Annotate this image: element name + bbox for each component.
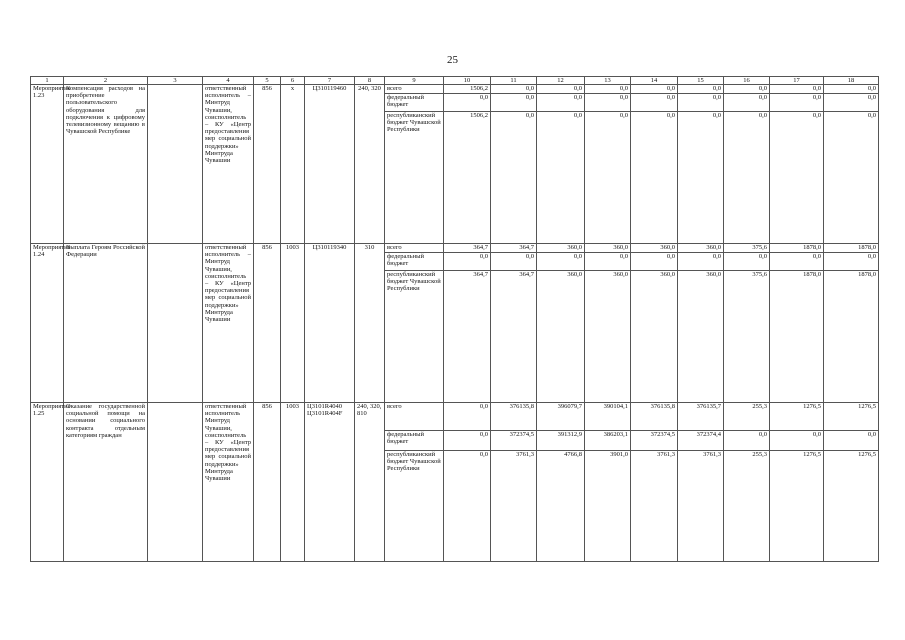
value-cell: 0,0	[678, 112, 724, 244]
value-cell: 0,0	[724, 94, 770, 112]
measure-grbs: 856	[254, 244, 281, 403]
header-cell: 4	[203, 77, 254, 85]
value-cell: 0,0	[770, 431, 824, 451]
measure-name: Мероприятие 1.25	[31, 403, 64, 562]
header-cell: 12	[537, 77, 585, 85]
value-cell: 0,0	[585, 85, 631, 94]
value-cell: 0,0	[724, 112, 770, 244]
funding-source: республиканский бюджет Чувашской Республики	[385, 451, 444, 562]
value-cell: 0,0	[444, 451, 491, 562]
value-cell: 386203,1	[585, 431, 631, 451]
value-cell: 0,0	[824, 431, 879, 451]
measure-grbs: 856	[254, 85, 281, 244]
value-cell: 0,0	[585, 94, 631, 112]
value-cell: 375,6	[724, 271, 770, 403]
value-cell: 1878,0	[824, 271, 879, 403]
header-cell: 15	[678, 77, 724, 85]
value-cell: 3761,3	[491, 451, 537, 562]
value-cell: 1506,2	[444, 112, 491, 244]
value-cell: 0,0	[770, 112, 824, 244]
header-cell: 18	[824, 77, 879, 85]
value-cell: 376135,8	[631, 403, 678, 431]
measure-expense-type: 310	[355, 244, 385, 403]
value-cell: 0,0	[770, 85, 824, 94]
value-cell: 391312,9	[537, 431, 585, 451]
value-cell: 0,0	[444, 253, 491, 271]
value-cell: 0,0	[724, 85, 770, 94]
value-cell: 0,0	[491, 94, 537, 112]
page-number: 25	[447, 54, 458, 66]
measure-target-article: Ц3101R4040 Ц3101R404F	[305, 403, 355, 562]
value-cell: 0,0	[537, 253, 585, 271]
funding-source: всего	[385, 244, 444, 253]
value-cell: 0,0	[444, 94, 491, 112]
value-cell: 0,0	[678, 94, 724, 112]
value-cell: 0,0	[678, 253, 724, 271]
header-cell: 14	[631, 77, 678, 85]
header-cell: 8	[355, 77, 385, 85]
value-cell: 0,0	[724, 253, 770, 271]
value-cell: 0,0	[631, 85, 678, 94]
header-cell: 7	[305, 77, 355, 85]
value-cell: 372374,5	[631, 431, 678, 451]
value-cell: 360,0	[678, 244, 724, 253]
value-cell: 3901,0	[585, 451, 631, 562]
value-cell: 0,0	[631, 112, 678, 244]
header-cell: 9	[385, 77, 444, 85]
budget-table	[30, 76, 879, 562]
funding-source: федеральный бюджет	[385, 253, 444, 271]
value-cell: 364,7	[444, 244, 491, 253]
measure-expense-type: 240, 320, 810	[355, 403, 385, 562]
value-cell: 364,7	[491, 244, 537, 253]
header-cell: 2	[64, 77, 148, 85]
value-cell: 0,0	[491, 85, 537, 94]
measure-name: Мероприятие 1.23	[31, 85, 64, 244]
value-cell: 360,0	[631, 271, 678, 403]
value-cell: 0,0	[824, 85, 879, 94]
header-cell: 3	[148, 77, 203, 85]
value-cell: 255,3	[724, 403, 770, 431]
funding-source: республиканский бюджет Чувашской Республики	[385, 112, 444, 244]
measure-target-article: Ц310119340	[305, 244, 355, 403]
value-cell: 372374,5	[491, 431, 537, 451]
measure-col3	[148, 403, 203, 562]
measure-section: 1003	[281, 403, 305, 562]
measure-executor: ответственный исполнитель – Минтруд Чувашии, соисполнитель – КУ «Центр предоставления мер социальной поддержки» Минтруда Чувашии	[203, 244, 254, 403]
measure-grbs: 856	[254, 403, 281, 562]
value-cell: 360,0	[585, 244, 631, 253]
value-cell: 0,0	[678, 85, 724, 94]
value-cell: 364,7	[491, 271, 537, 403]
value-cell: 1276,5	[770, 403, 824, 431]
value-cell: 0,0	[824, 94, 879, 112]
value-cell: 376135,7	[678, 403, 724, 431]
value-cell: 360,0	[537, 244, 585, 253]
measure-description: Выплата Героям Российской Федерации	[64, 244, 148, 403]
value-cell: 396079,7	[537, 403, 585, 431]
value-cell: 1276,5	[824, 451, 879, 562]
value-cell: 1878,0	[824, 244, 879, 253]
value-cell: 1506,2	[444, 85, 491, 94]
header-cell: 6	[281, 77, 305, 85]
header-cell: 13	[585, 77, 631, 85]
value-cell: 1276,5	[770, 451, 824, 562]
header-cell: 11	[491, 77, 537, 85]
value-cell: 360,0	[678, 271, 724, 403]
measure-name: Мероприятие 1.24	[31, 244, 64, 403]
value-cell: 4766,8	[537, 451, 585, 562]
header-row	[31, 77, 879, 85]
measure-description: Компенсация расходов на приобретение пользовательского оборудования для подключения к цифровому телевизионному вещанию в Чувашской Республике	[64, 85, 148, 244]
measure-executor: ответственный исполнитель – Минтруд Чувашии, соисполнитель – КУ «Центр предоставления мер социальной поддержки» Минтруда Чувашии	[203, 85, 254, 244]
value-cell: 0,0	[537, 85, 585, 94]
value-cell: 0,0	[585, 253, 631, 271]
value-cell: 0,0	[631, 253, 678, 271]
table-row	[31, 85, 879, 94]
measure-description: Оказание государственной социальной помощи на основании социального контракта отдельным категориям граждан	[64, 403, 148, 562]
value-cell: 3761,3	[678, 451, 724, 562]
header-cell: 5	[254, 77, 281, 85]
value-cell: 0,0	[444, 403, 491, 431]
measure-expense-type: 240, 320	[355, 85, 385, 244]
header-cell: 1	[31, 77, 64, 85]
value-cell: 364,7	[444, 271, 491, 403]
funding-source: всего	[385, 403, 444, 431]
value-cell: 0,0	[444, 431, 491, 451]
header-cell: 10	[444, 77, 491, 85]
value-cell: 0,0	[824, 112, 879, 244]
measure-col3	[148, 244, 203, 403]
value-cell: 0,0	[770, 253, 824, 271]
value-cell: 0,0	[537, 94, 585, 112]
value-cell: 255,3	[724, 451, 770, 562]
value-cell: 390104,1	[585, 403, 631, 431]
value-cell: 0,0	[631, 94, 678, 112]
value-cell: 375,6	[724, 244, 770, 253]
value-cell: 0,0	[770, 94, 824, 112]
funding-source: федеральный бюджет	[385, 431, 444, 451]
value-cell: 0,0	[491, 112, 537, 244]
value-cell: 0,0	[491, 253, 537, 271]
funding-source: республиканский бюджет Чувашской Республики	[385, 271, 444, 403]
value-cell: 0,0	[585, 112, 631, 244]
value-cell: 360,0	[585, 271, 631, 403]
table-row	[31, 403, 879, 431]
value-cell: 1276,5	[824, 403, 879, 431]
value-cell: 360,0	[631, 244, 678, 253]
value-cell: 3761,3	[631, 451, 678, 562]
header-cell: 17	[770, 77, 824, 85]
value-cell: 0,0	[537, 112, 585, 244]
value-cell: 376135,8	[491, 403, 537, 431]
funding-source: федеральный бюджет	[385, 94, 444, 112]
measure-section: 1003	[281, 244, 305, 403]
value-cell: 360,0	[537, 271, 585, 403]
measure-executor: ответственный исполнитель Минтруд Чувашии, соисполнитель – КУ «Центр предоставления мер социальной поддержки» Минтруда Чувашии	[203, 403, 254, 562]
header-cell: 16	[724, 77, 770, 85]
measure-section: х	[281, 85, 305, 244]
measure-target-article: Ц310119460	[305, 85, 355, 244]
value-cell: 372374,4	[678, 431, 724, 451]
table-row	[31, 244, 879, 253]
value-cell: 1878,0	[770, 244, 824, 253]
value-cell: 1878,0	[770, 271, 824, 403]
funding-source: всего	[385, 85, 444, 94]
value-cell: 0,0	[824, 253, 879, 271]
value-cell: 0,0	[724, 431, 770, 451]
measure-col3	[148, 85, 203, 244]
